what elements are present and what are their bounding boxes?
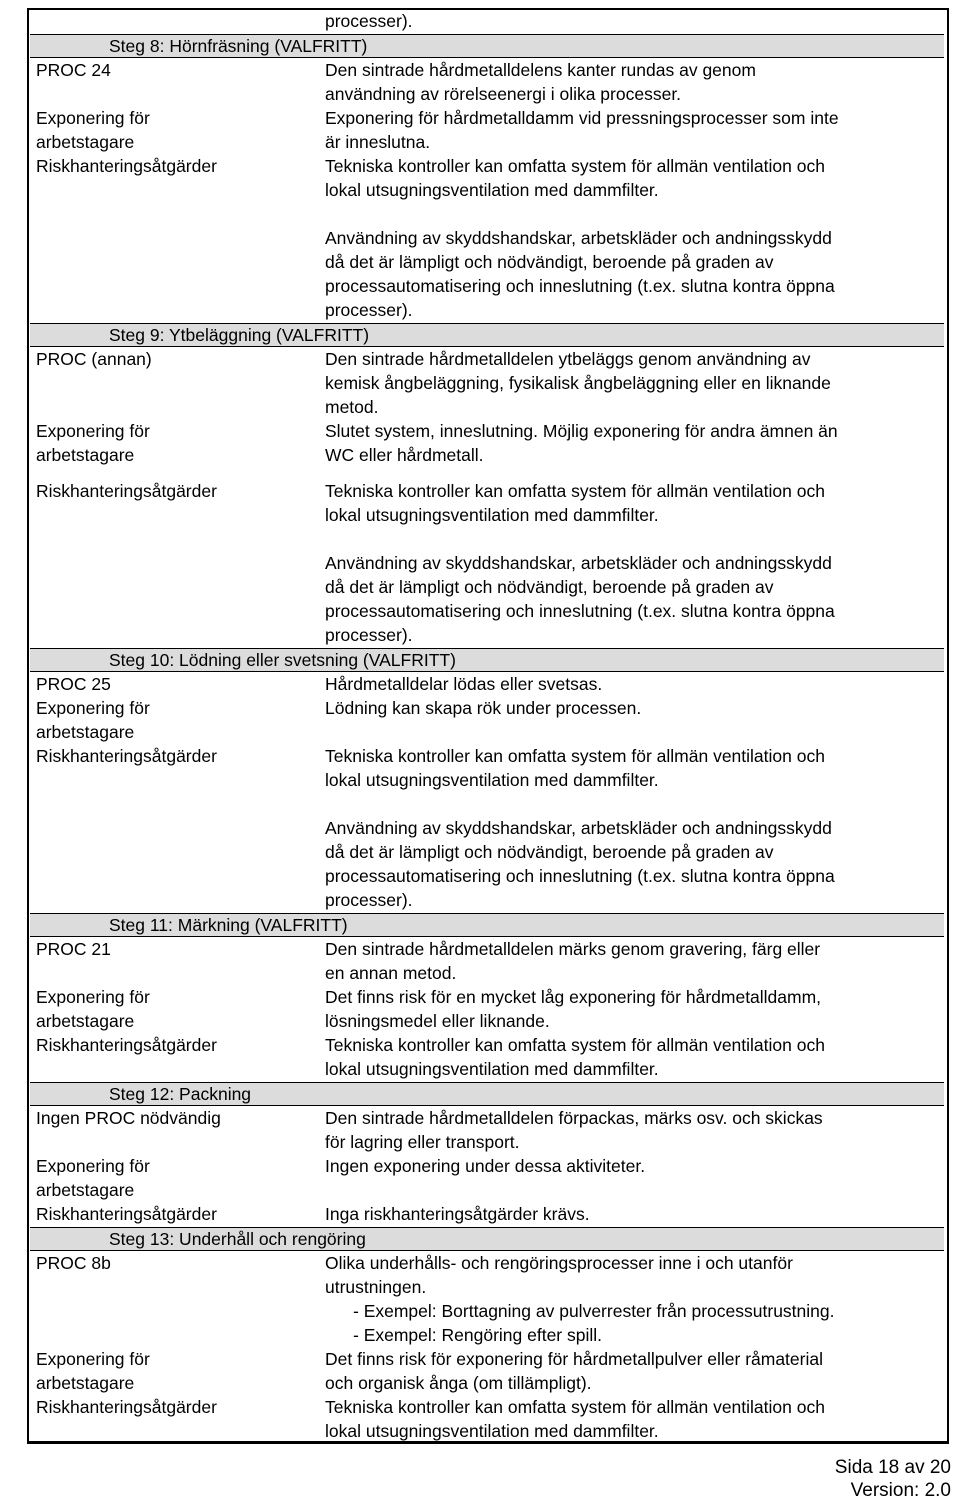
row-value: processer).: [325, 300, 413, 320]
bullet-item: - Exempel: Rengöring efter spill.: [353, 1325, 602, 1345]
step-heading: Steg 10: Lödning eller svetsning (VALFRITT): [109, 650, 456, 670]
row-value: Användning av skyddshandskar, arbetskläder och andningsskydd: [325, 818, 832, 838]
row-label: Riskhanteringsåtgärder: [36, 1204, 217, 1224]
row-value: för lagring eller transport.: [325, 1132, 520, 1152]
row-value: utrustningen.: [325, 1277, 427, 1297]
row-value: Den sintrade hårdmetalldelen märks genom gravering, färg eller: [325, 939, 821, 959]
version-label: Version: 2.0: [850, 1480, 951, 1501]
row-value: Det finns risk för exponering för hårdmetallpulver eller råmaterial: [325, 1349, 823, 1369]
page-number: Sida 18 av 20: [834, 1457, 951, 1478]
step-heading-bar: [30, 323, 944, 347]
row-value: processer).: [325, 890, 413, 910]
row-value: Tekniska kontroller kan omfatta system för allmän ventilation och: [325, 156, 825, 176]
row-label: PROC 8b: [36, 1253, 111, 1273]
row-label: Exponering för: [36, 1156, 150, 1176]
row-value: Tekniska kontroller kan omfatta system för allmän ventilation och: [325, 481, 825, 501]
row-value: processer).: [325, 625, 413, 645]
row-value: Användning av skyddshandskar, arbetskläder och andningsskydd: [325, 553, 832, 573]
bullet-item: - Exempel: Borttagning av pulverrester från processutrustning.: [353, 1301, 835, 1321]
row-value: processautomatisering och inneslutning (t.ex. slutna kontra öppna: [325, 601, 835, 621]
step-heading-bar: [30, 648, 944, 672]
row-value: lokal utsugningsventilation med dammfilter.: [325, 1059, 659, 1079]
row-label: arbetstagare: [36, 1373, 135, 1393]
row-value: Användning av skyddshandskar, arbetskläder och andningsskydd: [325, 228, 832, 248]
row-value: Det finns risk för en mycket låg exponering för hårdmetalldamm,: [325, 987, 822, 1007]
row-label: Exponering för: [36, 987, 150, 1007]
row-value: processautomatisering och inneslutning (t.ex. slutna kontra öppna: [325, 276, 835, 296]
row-value: Inga riskhanteringsåtgärder krävs.: [325, 1204, 590, 1224]
row-value: Exponering för hårdmetalldamm vid pressningsprocesser som inte: [325, 108, 839, 128]
row-value: lokal utsugningsventilation med dammfilter.: [325, 1421, 659, 1441]
row-value: processautomatisering och inneslutning (t.ex. slutna kontra öppna: [325, 866, 835, 886]
step-heading: Steg 12: Packning: [109, 1084, 252, 1104]
step-heading-bar: [30, 1227, 944, 1251]
row-value: Lödning kan skapa rök under processen.: [325, 698, 642, 718]
row-value: Den sintrade hårdmetalldelen förpackas, märks osv. och skickas: [325, 1108, 823, 1128]
row-label: Exponering för: [36, 108, 150, 128]
row-value: lokal utsugningsventilation med dammfilter.: [325, 505, 659, 525]
row-label: PROC (annan): [36, 349, 152, 369]
row-value: Tekniska kontroller kan omfatta system för allmän ventilation och: [325, 1035, 825, 1055]
row-label: Riskhanteringsåtgärder: [36, 1035, 217, 1055]
continuation-text: processer).: [325, 11, 413, 31]
row-value: Olika underhålls- och rengöringsprocesser inne i och utanför: [325, 1253, 793, 1273]
row-value: Den sintrade hårdmetalldelen ytbeläggs genom användning av: [325, 349, 811, 369]
step-heading: Steg 11: Märkning (VALFRITT): [109, 915, 348, 935]
row-value: är inneslutna.: [325, 132, 431, 152]
row-value: då det är lämpligt och nödvändigt, beroende på graden av: [325, 842, 774, 862]
row-value: Slutet system, inneslutning. Möjlig exponering för andra ämnen än: [325, 421, 838, 441]
step-heading-bar: [30, 34, 944, 58]
step-heading-bar: [30, 913, 944, 937]
row-label: Riskhanteringsåtgärder: [36, 481, 217, 501]
row-label: PROC 25: [36, 674, 111, 694]
row-value: Tekniska kontroller kan omfatta system för allmän ventilation och: [325, 1397, 825, 1417]
step-heading-bar: [30, 1082, 944, 1106]
row-value: då det är lämpligt och nödvändigt, beroende på graden av: [325, 577, 774, 597]
row-value: Hårdmetalldelar lödas eller svetsas.: [325, 674, 603, 694]
row-label: Ingen PROC nödvändig: [36, 1108, 221, 1128]
row-label: arbetstagare: [36, 722, 135, 742]
step-heading: Steg 13: Underhåll och rengöring: [109, 1229, 366, 1249]
row-label: Exponering för: [36, 698, 150, 718]
row-value: en annan metod.: [325, 963, 457, 983]
row-value: användning av rörelseenergi i olika processer.: [325, 84, 682, 104]
row-value: Ingen exponering under dessa aktiviteter.: [325, 1156, 646, 1176]
row-label: arbetstagare: [36, 445, 135, 465]
row-value: då det är lämpligt och nödvändigt, beroende på graden av: [325, 252, 774, 272]
row-label: Riskhanteringsåtgärder: [36, 1397, 217, 1417]
row-label: arbetstagare: [36, 1180, 135, 1200]
row-label: Riskhanteringsåtgärder: [36, 746, 217, 766]
row-label: arbetstagare: [36, 1011, 135, 1031]
row-value: Den sintrade hårdmetalldelens kanter rundas av genom: [325, 60, 756, 80]
row-value: och organisk ånga (om tillämpligt).: [325, 1373, 592, 1393]
row-value: WC eller hårdmetall.: [325, 445, 484, 465]
row-value: lokal utsugningsventilation med dammfilter.: [325, 180, 659, 200]
row-label: Exponering för: [36, 421, 150, 441]
step-heading: Steg 9: Ytbeläggning (VALFRITT): [109, 325, 370, 345]
row-label: Riskhanteringsåtgärder: [36, 156, 217, 176]
row-value: metod.: [325, 397, 379, 417]
row-value: lokal utsugningsventilation med dammfilter.: [325, 770, 659, 790]
row-label: PROC 24: [36, 60, 111, 80]
row-label: Exponering för: [36, 1349, 150, 1369]
row-value: kemisk ångbeläggning, fysikalisk ångbeläggning eller en liknande: [325, 373, 831, 393]
row-label: PROC 21: [36, 939, 111, 959]
row-value: lösningsmedel eller liknande.: [325, 1011, 550, 1031]
row-value: Tekniska kontroller kan omfatta system för allmän ventilation och: [325, 746, 825, 766]
step-heading: Steg 8: Hörnfräsning (VALFRITT): [109, 36, 368, 56]
row-label: arbetstagare: [36, 132, 135, 152]
